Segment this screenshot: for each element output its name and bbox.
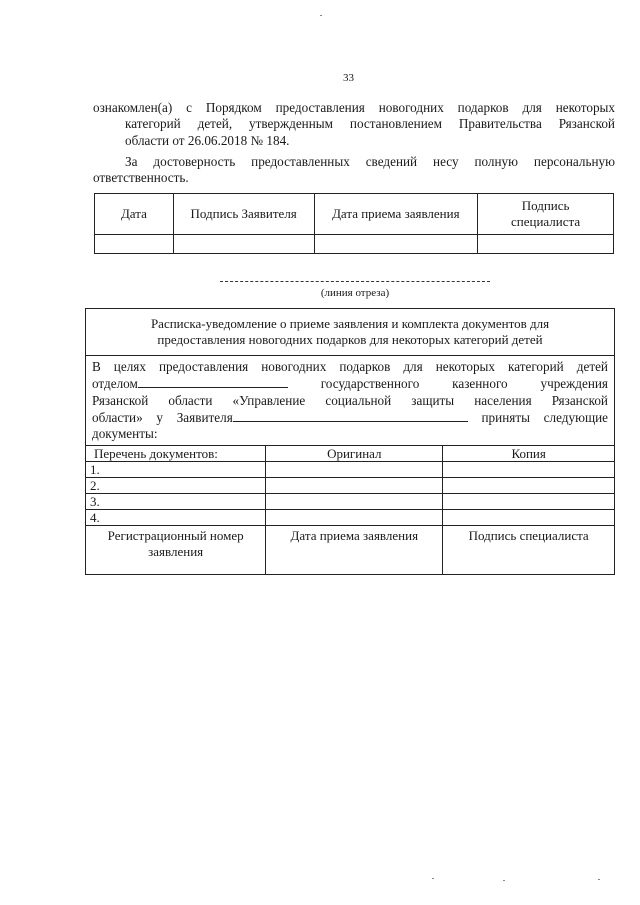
header-specialist-signature-label: Подпись специалиста <box>511 198 581 229</box>
empty-cell <box>266 462 443 478</box>
registration-number-label: Регистрационный номер заявления <box>107 528 244 560</box>
scan-artifact <box>598 879 600 880</box>
cut-line <box>220 281 490 282</box>
empty-cell <box>266 478 443 494</box>
receipt-form <box>85 308 615 575</box>
application-date-cell: Дата приема заявления <box>266 526 443 575</box>
page-number: 33 <box>343 72 354 84</box>
paragraph-line: ответственность. <box>93 170 189 186</box>
empty-cell <box>443 510 614 526</box>
document-row-number: 4. <box>86 510 266 526</box>
receipt-text: приняты следующие <box>481 409 609 425</box>
department-blank <box>138 375 288 388</box>
specialist-signature-cell: Подпись специалиста <box>443 526 614 575</box>
receipt-text: отделом <box>92 376 138 392</box>
responsibility-paragraph <box>93 154 615 187</box>
receipt-title-line: предоставления новогодних подарков для некоторых категорий детей <box>157 332 543 347</box>
paragraph-line: области от 26.06.2018 № 184. <box>125 132 290 148</box>
receipt-body-line: Рязанской области «Управление социальной защиты населения Рязанской <box>92 392 608 408</box>
empty-cell <box>443 462 614 478</box>
empty-cell <box>266 494 443 510</box>
scan-artifact <box>503 880 505 881</box>
acknowledgement-paragraph <box>93 100 615 149</box>
receipt-text: государственного казенного учреждения <box>320 376 609 392</box>
applicant-blank <box>233 409 468 422</box>
receipt-body-line <box>92 409 608 426</box>
header-applicant-signature: Подпись Заявителя <box>173 194 314 235</box>
receipt-body <box>86 356 615 575</box>
receipt-body-line: документы: <box>92 426 158 442</box>
empty-cell <box>443 494 614 510</box>
header-application-date: Дата приема заявления <box>314 194 478 235</box>
document-row-number: 2. <box>86 478 266 494</box>
paragraph-line: ознакомлен(а) с Порядком предоставления новогодних подарков для некоторых <box>93 100 615 115</box>
header-document-list: Перечень документов: <box>86 446 266 462</box>
receipt-text: области» у Заявителя <box>92 409 233 425</box>
empty-cell <box>314 235 478 254</box>
header-original: Оригинал <box>266 446 443 462</box>
document-row-number: 1. <box>86 462 266 478</box>
receipt-body-line <box>92 375 608 392</box>
receipt-body-line: В целях предоставления новогодних подарков для некоторых категорий детей <box>92 359 608 374</box>
paragraph-line: За достоверность предоставленных сведений несу полную персональную <box>125 154 615 169</box>
cut-line-label: (линия отреза) <box>320 287 390 299</box>
header-copy: Копия <box>443 446 614 462</box>
documents-table <box>86 445 614 575</box>
empty-cell <box>478 235 614 254</box>
signature-table <box>94 193 614 254</box>
empty-cell <box>443 478 614 494</box>
receipt-title-line: Расписка-уведомление о приеме заявления и комплекта документов для <box>150 316 550 331</box>
empty-cell <box>173 235 314 254</box>
empty-cell <box>266 510 443 526</box>
document-row-number: 3. <box>86 494 266 510</box>
empty-cell <box>95 235 174 254</box>
header-specialist-signature <box>478 194 614 235</box>
scan-artifact <box>320 15 322 16</box>
header-date: Дата <box>95 194 174 235</box>
paragraph-line: категорий детей, утвержденным постановлением Правительства Рязанской <box>125 116 615 132</box>
receipt-title <box>86 309 615 356</box>
scan-artifact <box>432 878 434 879</box>
registration-number-cell <box>86 526 266 575</box>
